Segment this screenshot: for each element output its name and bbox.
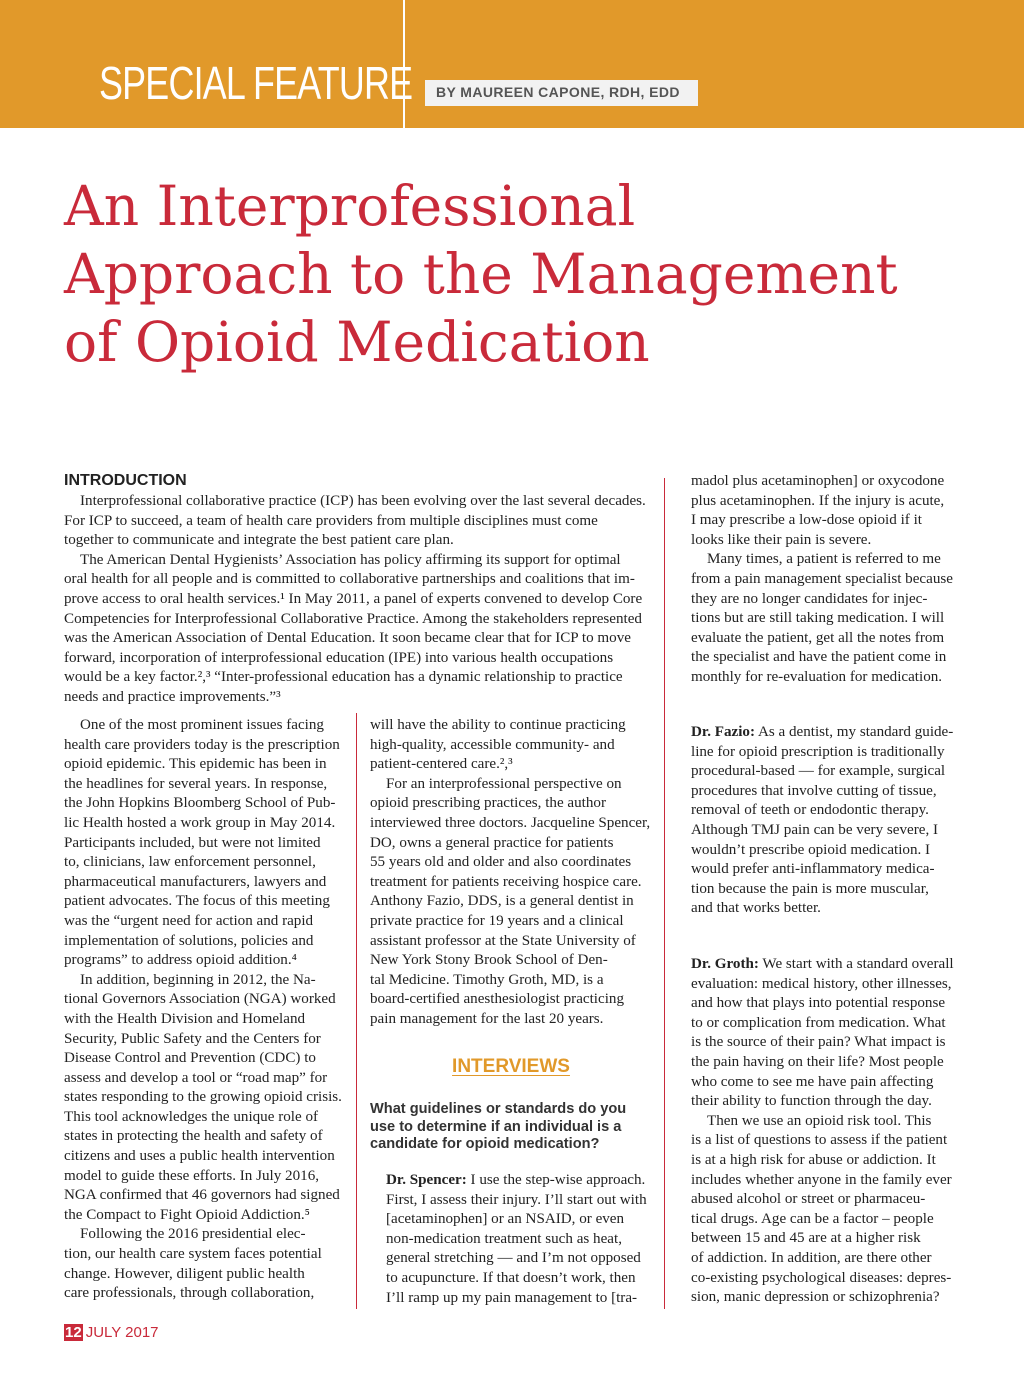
text-line: private practice for 19 years and a clinical [370,912,624,929]
text-line: pain management for the last 20 years. [370,1010,604,1027]
text-line: between 15 and 45 are at a higher risk [691,1230,921,1247]
text-line: includes whether anyone in the family ever [691,1171,952,1188]
text-line: First, I assess their injury. I’ll start out with [386,1191,647,1208]
answer-text: I use the step-wise approach. [466,1172,646,1188]
text-line: states in protecting the health and safety of [64,1128,323,1145]
text-line: citizens and uses a public health intervention [64,1148,335,1165]
text-line: interviewed three doctors. Jacqueline Spencer, [370,814,651,831]
text-line: would be a key factor.²,³ “Inter-professional education has a dynamic relationship to practice [64,669,623,686]
text-line: Disease Control and Prevention (CDC) to [64,1050,316,1067]
issue-date: JULY 2017 [85,1324,159,1341]
text-line: tional Governors Association (NGA) worked [64,991,336,1008]
text-line: evaluation: medical history, other illnesses, [691,975,952,992]
speaker-name: Dr. Fazio: [691,724,755,740]
text-line: patient advocates. The focus of this meeting [64,893,330,910]
page-number: 12 [65,1324,82,1341]
text-line: pharmaceutical manufacturers, lawyers and [64,873,327,890]
intro-heading: INTRODUCTION [64,472,187,489]
text-line: patient-centered care.²,³ [370,756,513,773]
text-line: Following the 2016 presidential elec- [80,1226,306,1243]
text-line: I may prescribe a low-dose opioid if it [691,512,922,529]
text-line: tal Medicine. Timothy Groth, MD, is a [370,971,604,988]
text-line: For an interprofessional perspective on [386,775,622,792]
text-line: assistant professor at the State University of [370,932,636,949]
intro-text [64,492,646,708]
text-line: tion, our health care system faces potential [64,1246,322,1263]
text-line: forward, incorporation of interprofessional education (IPE) into various health occupations [64,649,614,666]
question-line: candidate for opioid medication? [370,1136,600,1152]
text-line: and how that plays into potential response [691,995,946,1012]
text-line: monthly for re-evaluation for medication. [691,668,943,685]
text-line: Although TMJ pain can be very severe, I [691,821,939,838]
text-line: change. However, diligent public health [64,1265,305,1282]
text-line: high-quality, accessible community- and [370,736,615,753]
text-line: care professionals, through collaboration, [64,1285,315,1302]
text-line: will have the ability to continue practicing [370,717,626,733]
answer-first-line [370,1171,647,1191]
speaker-name: Dr. Groth: [691,956,759,972]
answer-text: We start with a standard overall [758,956,954,972]
text-line: procedural-based — for example, surgical [691,763,946,780]
text-line: tions but are still taking medication. I will [691,610,945,627]
title-line: An Interprofessional [64,174,636,238]
text-line: removal of teeth or endodontic therapy. [691,802,929,819]
text-line: model to guide these efforts. In July 2016, [64,1167,320,1184]
column-2-text [370,716,650,1030]
text-line: NGA confirmed that 46 governors had signed [64,1187,340,1204]
text-line: assess and develop a tool or “road map” for [64,1069,328,1086]
text-line: and that works better. [691,900,821,917]
text-line: In addition, beginning in 2012, the Na- [80,971,316,988]
title-line: of Opioid Medication [64,310,650,374]
text-line: programs” to address opioid addition.⁴ [64,952,297,969]
text-line: tion because the pain is more muscular, [691,880,929,897]
text-line: was the American Association of Dental Education. It soon became clear that for ICP to move [64,630,631,647]
text-line: I’ll ramp up my pain management to [tra- [386,1289,638,1306]
text-line: health care providers today is the prescription [64,736,340,753]
answer-first-line [691,723,953,743]
text-line: Interprofessional collaborative practice (ICP) has been evolving over the last several decades. [80,493,646,509]
text-line: madol plus acetaminophen] or oxycodone [691,473,945,489]
text-line: is the source of their pain? What impact is [691,1034,946,1051]
page-folio [64,1324,159,1342]
text-line: tical drugs. Age can be a factor – people [691,1210,934,1227]
text-line: 55 years old and older and also coordinates [370,854,632,871]
interviews-heading: INTERVIEWS [452,1056,570,1077]
text-line: plus acetaminophen. If the injury is acute, [691,492,945,509]
speaker-name: Dr. Spencer: [386,1172,467,1188]
text-line: treatment for patients receiving hospice care. [370,873,642,890]
text-line: Security, Public Safety and the Centers for [64,1030,321,1047]
text-line: opioid epidemic. This epidemic has been in [64,756,327,773]
text-line: line for opioid prescription is traditionally [691,743,945,760]
text-line: co-existing psychological diseases: depres- [691,1269,952,1286]
text-line: Participants included, but were not limited [64,834,321,851]
answer-text: As a dentist, my standard guide- [755,724,954,740]
text-line: Then we use an opioid risk tool. This [707,1112,932,1129]
text-line: lic Health hosted a work group in May 2014. [64,814,336,831]
column-rule [664,478,665,1309]
text-line: is a list of questions to assess if the patient [691,1132,948,1149]
text-line: New York Stony Brook School of Den- [370,952,608,969]
text-line: Competencies for Interprofessional Collaborative Practice. Among the stakeholders represented [64,610,642,627]
text-line: is at a high risk for abuse or addiction. It [691,1151,936,1168]
text-line: from a pain management specialist because [691,570,953,587]
text-line: the specialist and have the patient come in [691,649,947,666]
text-line: the John Hopkins Bloomberg School of Pub- [64,795,336,812]
text-line: their ability to function through the day. [691,1093,932,1110]
text-line: states responding to the growing opioid crisis. [64,1089,342,1106]
text-line: abused alcohol or street or pharmaceu- [691,1191,926,1208]
text-line: implementation of solutions, policies and [64,932,314,949]
text-line: who come to see me have pain affecting [691,1073,934,1090]
byline: BY MAUREEN CAPONE, RDH, EDD [436,84,680,100]
text-line: they are no longer candidates for injec- [691,590,928,607]
text-line: For ICP to succeed, a team of health care providers from multiple disciplines must come [64,512,598,529]
text-line: The American Dental Hygienists’ Association has policy affirming its support for optimal [80,551,621,568]
text-line: One of the most prominent issues facing [80,717,324,733]
text-line: non-medication treatment such as heat, [386,1230,622,1247]
text-line: sion, manic depression or schizophrenia? [691,1289,940,1306]
text-line: together to communicate and integrate the best patient care plan. [64,532,454,549]
article-title [64,172,898,376]
text-line: to, clinicians, law enforcement personnel, [64,854,316,871]
text-line: oral health for all people and is committed to collaborative partnerships and coalitions that im- [64,571,635,588]
groth-answer [691,955,954,1308]
text-line: the pain having on their life? Most people [691,1053,944,1070]
text-line: would prefer anti-inflammatory medica- [691,861,935,878]
text-line: to or complication from medication. What [691,1014,946,1031]
text-line: the Compact to Fight Opioid Addiction.⁵ [64,1206,310,1223]
text-line: evaluate the patient, get all the notes from [691,629,945,646]
text-line: Anthony Fazio, DDS, is a general dentist in [370,893,634,910]
text-line: of addiction. In addition, are there other [691,1249,932,1266]
text-line: wouldn’t prescribe opioid medication. I [691,841,931,858]
text-line: needs and practice improvements.”³ [64,688,281,705]
text-line: looks like their pain is severe. [691,531,872,548]
column-rule [356,713,357,1309]
text-line: with the Health Division and Homeland [64,1010,306,1027]
answer-first-line [691,955,954,975]
column-1-text [64,716,342,1304]
text-line: was the “urgent need for action and rapid [64,912,314,929]
text-line: [acetaminophen] or an NSAID, or even [386,1211,625,1228]
text-line: prove access to oral health services.¹ In May 2011, a panel of experts convened to develop Core [64,590,643,607]
interview-question [370,1101,626,1154]
text-line: to acupuncture. If that doesn’t work, then [386,1269,636,1286]
fazio-answer [691,723,953,919]
text-line: Many times, a patient is referred to me [707,551,941,568]
title-line: Approach to the Management [64,242,898,306]
text-line: the headlines for several years. In response, [64,775,328,792]
text-line: DO, owns a general practice for patients [370,834,614,851]
spencer-answer [370,1171,647,1308]
text-line: This tool acknowledges the unique role of [64,1108,319,1125]
text-line: procedures that involve cutting of tissue, [691,782,937,799]
section-label: SPECIAL FEATURE [99,57,413,109]
text-line: general stretching — and I’m not opposed [386,1250,641,1267]
column-3-text [691,472,953,688]
text-line: board-certified anesthesiologist practicing [370,991,624,1008]
question-line: use to determine if an individual is a [370,1118,622,1135]
text-line: opioid prescribing practices, the author [370,795,606,812]
question-line: What guidelines or standards do you [370,1101,627,1117]
